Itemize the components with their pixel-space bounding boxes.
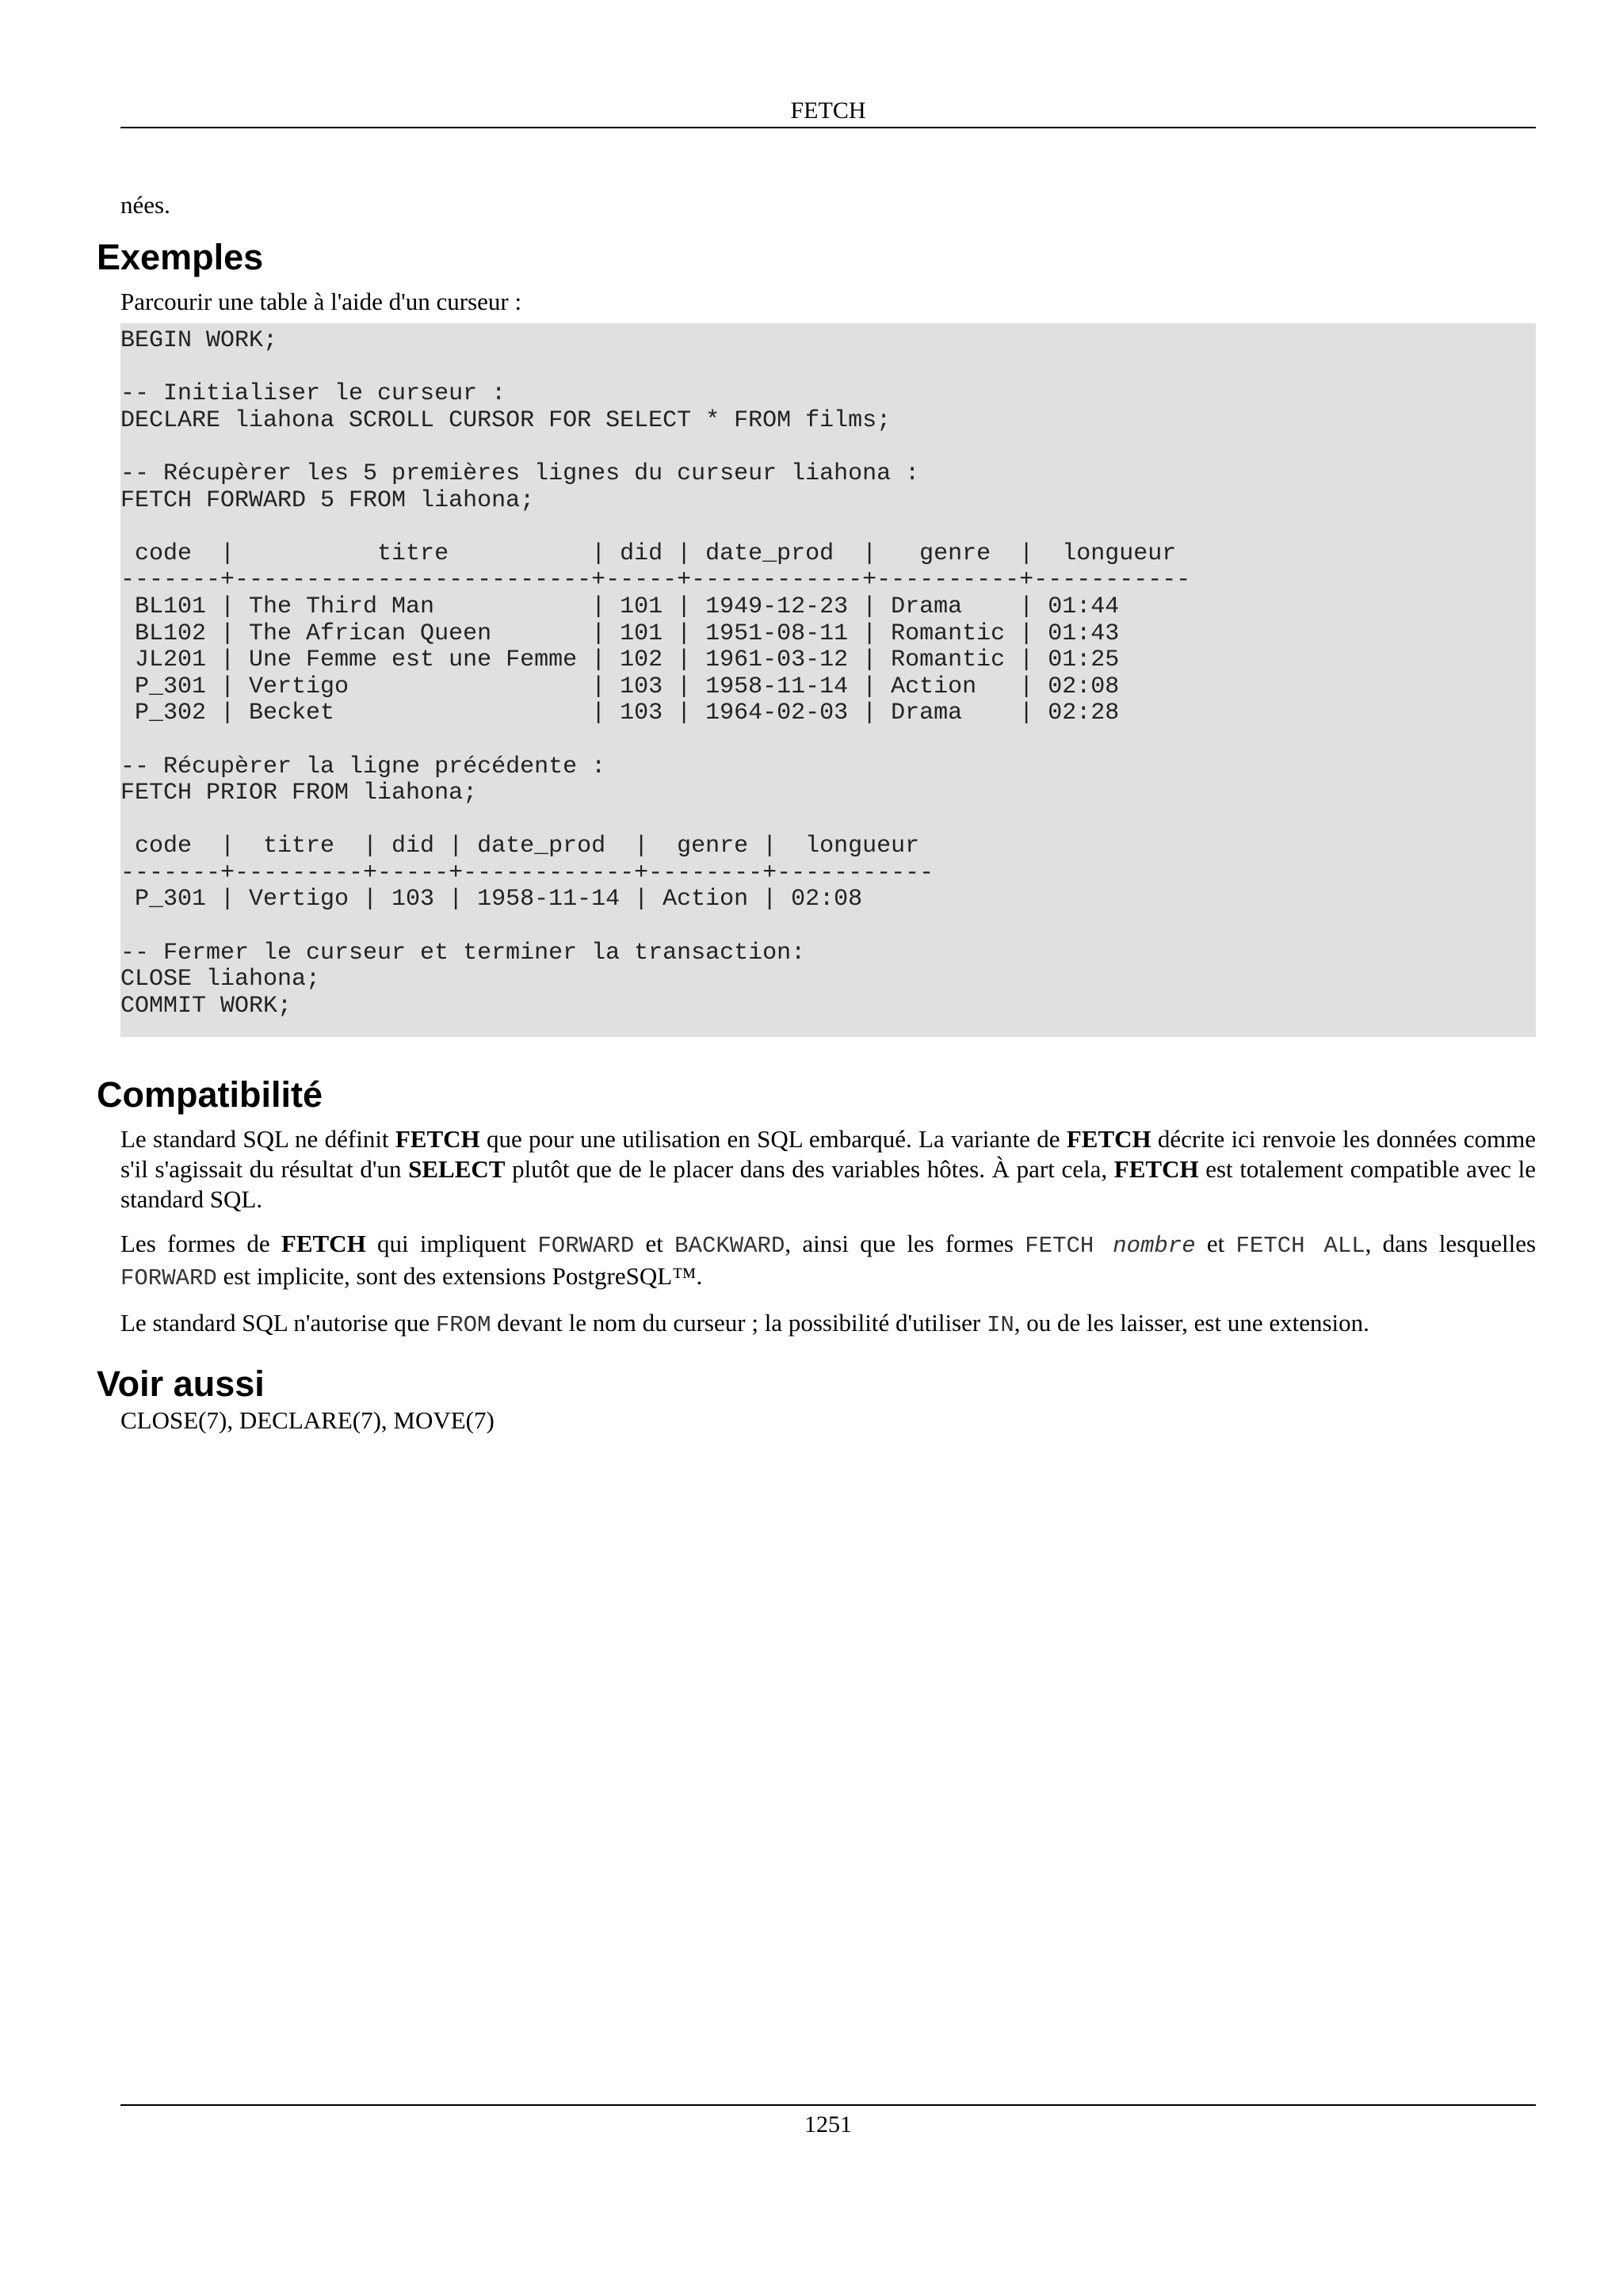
code-line: BEGIN WORK; (120, 327, 278, 354)
section-heading-compatibilite: Compatibilité (97, 1074, 323, 1116)
page-content (97, 190, 1537, 1436)
page-number: 1251 (804, 2111, 852, 2138)
text-run: décrite ici renvoie les données comme s'il s'agissait du résultat d'un (120, 1125, 1537, 1184)
text-run: et (634, 1230, 675, 1258)
code-fetch-all: FETCH ALL (1235, 1233, 1365, 1260)
text-run: que pour une utilisation en SQL embarqué. La variante de (479, 1125, 1067, 1154)
code-line: -- Récupèrer les 5 premières lignes du curseur liahona : (120, 460, 920, 487)
code-forward: FORWARD (537, 1233, 635, 1260)
text-run: , ou de les laisser, est une extension. (1014, 1309, 1369, 1337)
code-forward: FORWARD (120, 1265, 217, 1292)
code-nombre: nombre (1113, 1233, 1196, 1260)
code-line: COMMIT WORK; (120, 992, 292, 1020)
code-line: -------+-------------------------+-----+------------+----------+----------- (120, 566, 1191, 594)
code-line (120, 434, 1536, 461)
code-line (120, 807, 1536, 834)
text-run: Le standard SQL ne définit (120, 1125, 395, 1154)
code-line: FETCH PRIOR FROM liahona; (120, 780, 478, 807)
text-run: plutôt que de le placer dans des variables hôtes. À part cela, (505, 1155, 1114, 1184)
code-line (120, 913, 1536, 940)
code-line: P_301 | Vertigo | 103 | 1958-11-14 | Action | 02:08 (120, 886, 863, 913)
code-in: IN (986, 1312, 1014, 1339)
code-fetch: FETCH (1025, 1233, 1113, 1260)
code-line (120, 514, 1536, 541)
section-heading-voir-aussi: Voir aussi (97, 1363, 265, 1405)
code-line: BL101 | The Third Man | 101 | 1949-12-23 | Drama | 01:44 (120, 593, 1120, 620)
code-line (120, 727, 1536, 754)
code-line: code | titre | did | date_prod | genre | longueur (120, 540, 1177, 567)
section-heading-exemples: Exemples (97, 237, 264, 277)
keyword-fetch: FETCH (395, 1125, 480, 1154)
code-line: code | titre | did | date_prod | genre | longueur (120, 833, 920, 860)
keyword-fetch: FETCH (1113, 1155, 1199, 1184)
keyword-select: SELECT (408, 1155, 506, 1184)
keyword-fetch: FETCH (281, 1230, 366, 1258)
text-run: est totalement compatible avec le standard SQL. (120, 1155, 1536, 1214)
compat-paragraph-2 (120, 1229, 1536, 1294)
footer-rule (120, 2104, 1536, 2106)
text-run: devant le nom du curseur ; la possibilité d'utiliser (491, 1309, 987, 1337)
code-line: -- Initialiser le curseur : (120, 380, 506, 408)
code-line: DECLARE liahona SCROLL CURSOR FOR SELECT * FROM films; (120, 406, 892, 434)
keyword-fetch: FETCH (1066, 1125, 1151, 1154)
code-from: FROM (435, 1312, 491, 1339)
code-line: JL201 | Une Femme est une Femme | 102 | 1961-03-12 | Romantic | 01:25 (120, 646, 1120, 674)
running-header: FETCH (790, 97, 866, 124)
code-line (120, 355, 1536, 382)
compat-paragraph-3 (120, 1308, 1536, 1341)
code-backward: BACKWARD (674, 1233, 785, 1260)
text-run: Les formes de (120, 1230, 281, 1258)
compat-paragraph-1 (120, 1124, 1536, 1215)
text-run: et (1195, 1230, 1236, 1258)
header-rule (120, 127, 1536, 128)
text-run: Le standard SQL n'autorise que (120, 1309, 436, 1337)
code-line: -- Fermer le curseur et terminer la transaction: (120, 939, 806, 967)
continuation-text: nées. (120, 191, 170, 219)
text-run: , ainsi que les formes (785, 1230, 1025, 1258)
exemples-intro: Parcourir une table à l'aide d'un curseur : (120, 288, 522, 315)
text-run: est implicite, sont des extensions PostgreSQL™. (216, 1262, 703, 1291)
code-line: FETCH FORWARD 5 FROM liahona; (120, 486, 535, 514)
code-line: BL102 | The African Queen | 101 | 1951-08-11 | Romantic | 01:43 (120, 620, 1120, 647)
code-example (120, 323, 1536, 1037)
text-run: , dans lesquelles (1365, 1230, 1537, 1258)
code-line: P_301 | Vertigo | 103 | 1958-11-14 | Action | 02:08 (120, 673, 1120, 700)
text-run: qui impliquent (365, 1230, 538, 1258)
code-line: -- Récupèrer la ligne précédente : (120, 753, 606, 780)
code-line: CLOSE liahona; (120, 966, 321, 994)
see-also-links: CLOSE(7), DECLARE(7), MOVE(7) (120, 1406, 495, 1435)
code-line: -------+---------+-----+------------+--------+----------- (120, 859, 934, 887)
code-line: P_302 | Becket | 103 | 1964-02-03 | Drama | 02:28 (120, 700, 1120, 727)
